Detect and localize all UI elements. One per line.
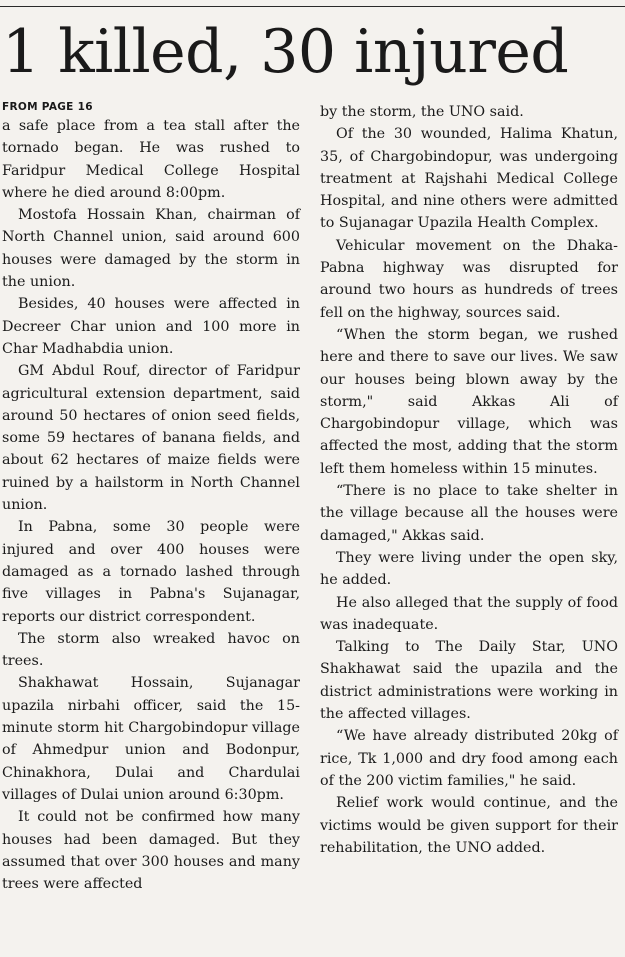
paragraph: Mostofa Hossain Khan, chairman of North Channel union, said around 600 houses were damaged by the storm in the union.	[2, 207, 300, 291]
paragraph: The storm also wreaked havoc on trees.	[2, 630, 300, 670]
paragraph: by the storm, the UNO said.	[320, 104, 524, 120]
paragraph: “When the storm began, we rushed here and there to save our lives. We saw our houses being blown away by the storm," said Akkas Ali of Chargobindopur village, which was affected the most, adding that the storm left them homeless within 15 minutes.	[320, 326, 618, 477]
headline: 1 killed, 30 injured	[2, 17, 569, 87]
paragraph: Relief work would continue, and the victims would be given support for their rehabilitation, the UNO added.	[320, 795, 618, 856]
paragraph: “We have already distributed 20kg of rice, Tk 1,000 and dry food among each of the 200 victim families," he said.	[320, 728, 618, 789]
paragraph: Of the 30 wounded, Halima Khatun, 35, of Chargobindopur, was undergoing treatment at Rajshahi Medical College Hospital, and nine others were admitted to Sujanagar Upazila Health Complex.	[320, 126, 618, 232]
article-column-left	[2, 100, 300, 895]
paragraph: They were living under the open sky, he added.	[320, 549, 618, 589]
paragraph: He also alleged that the supply of food was inadequate.	[320, 594, 618, 633]
paragraph: It could not be confirmed how many houses had been damaged. But they assumed that over 300 houses and many trees were affected	[2, 809, 300, 893]
paragraph: a safe place from a tea stall after the tornado began. He was rushed to Faridpur Medical College Hospital where he died around 8:00pm.	[2, 118, 300, 201]
paragraph: GM Abdul Rouf, director of Faridpur agricultural extension department, said around 50 hectares of onion seed fields, some 59 hectares of banana fields, and about 62 hectares of maize fields were ruined by a hailstorm in North Channel union.	[2, 363, 300, 514]
top-rule	[0, 6, 625, 7]
paragraph: Besides, 40 houses were affected in Decreer Char union and 100 more in Char Madhabdia union.	[2, 296, 300, 357]
paragraph: Shakhawat Hossain, Sujanagar upazila nirbahi officer, said the 15-minute storm hit Chargobindopur village of Ahmedpur union and Bodonpur, Chinakhora, Dulai and Chardulai villages of Dulai union around 6:30pm.	[2, 675, 300, 803]
paragraph: Vehicular movement on the Dhaka-Pabna highway was disrupted for around two hours as hundreds of trees fell on the highway, sources said.	[320, 237, 618, 321]
dateline: FROM PAGE 16	[2, 101, 93, 113]
paragraph: Talking to The Daily Star, UNO Shakhawat said the upazila and the district administrations were working in the affected villages.	[320, 639, 618, 723]
article-column-right	[320, 101, 618, 859]
paragraph: In Pabna, some 30 people were injured and over 400 houses were damaged as a tornado lashed through five villages in Pabna's Sujanagar, reports our district correspondent.	[2, 519, 300, 625]
paragraph: “There is no place to take shelter in the village because all the houses were damaged," Akkas said.	[320, 483, 618, 544]
